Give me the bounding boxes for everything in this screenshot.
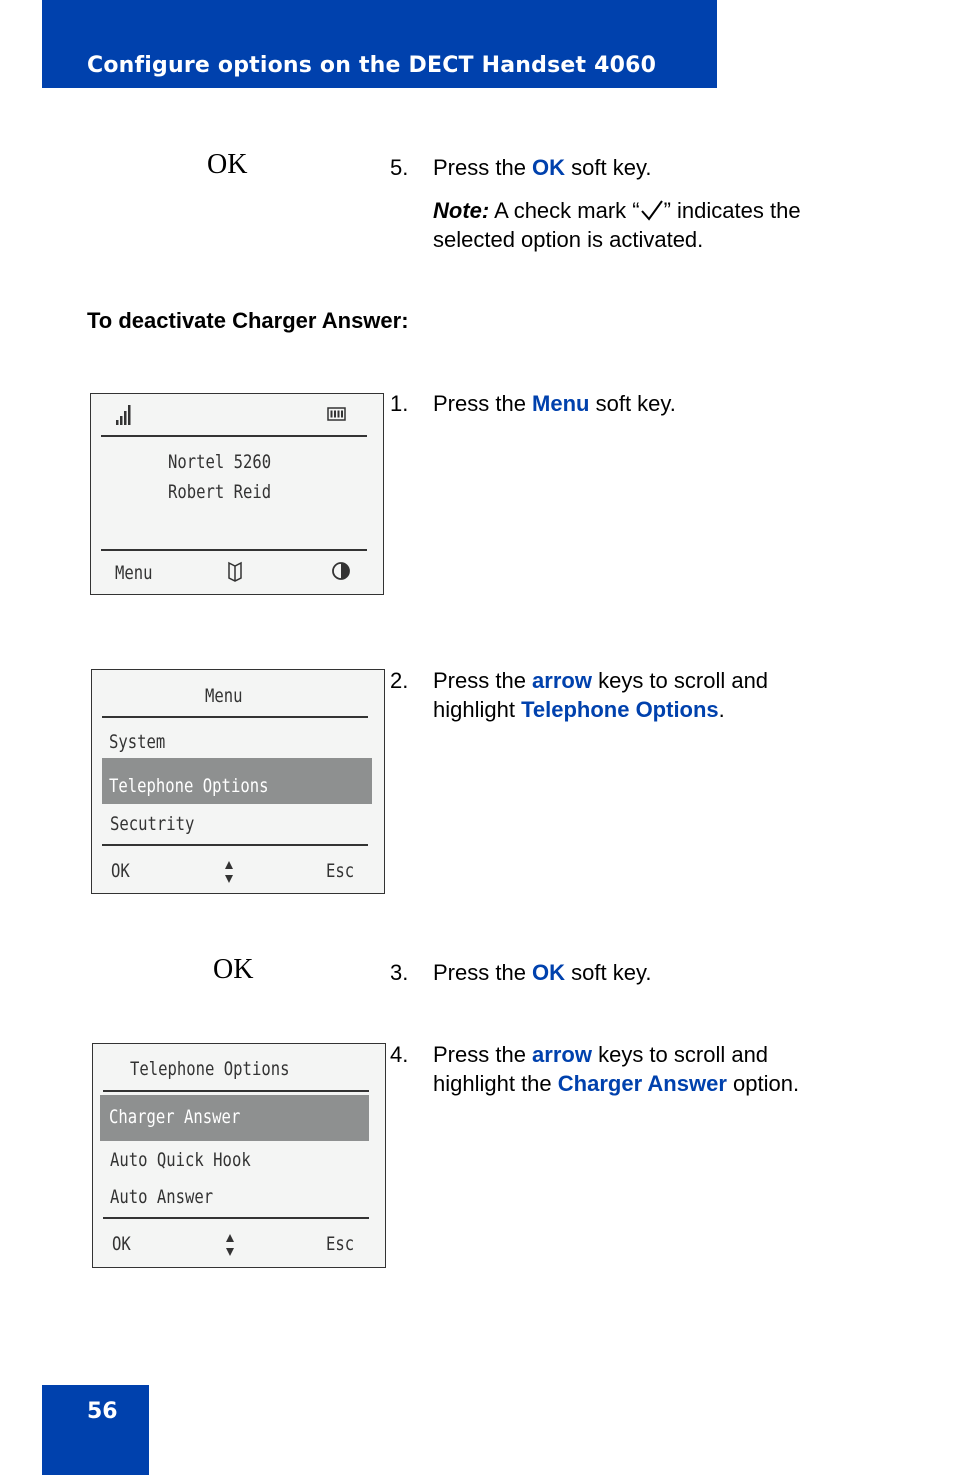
scroll-arrows-icon[interactable] [225,1233,235,1257]
handset-screen-menu [91,669,385,894]
section-heading: To deactivate Charger Answer: [87,308,409,333]
screen-divider-bottom [102,844,368,846]
menu-item-system[interactable]: System [109,731,166,753]
target-telephone-options: Telephone Options [521,697,719,722]
step-number: 1. [390,391,409,416]
phonebook-icon[interactable] [227,560,243,582]
key-name-arrow: arrow [532,668,592,693]
step-text-mid: keys to scroll and highlight the [433,1042,769,1096]
step-number: 4. [390,1042,409,1067]
softkey-ok[interactable]: OK [111,860,130,882]
step-text [433,1040,853,1098]
screen-title: Menu [205,685,243,707]
key-name-menu: Menu [532,391,590,416]
softkey-esc[interactable]: Esc [326,1233,355,1255]
step-text-pre: Press the [433,391,533,416]
step-text [433,958,853,987]
screen-divider-top [101,435,367,437]
step-text-pre: Press the [433,1042,533,1067]
menu-item-security[interactable]: Secutrity [110,813,195,835]
menu-item-label: Charger Answer [109,1106,241,1128]
screen-divider-bottom [103,1217,369,1219]
step-number: 5. [390,155,409,180]
screen-line-1: Nortel 5260 [168,451,272,473]
note-text-pre: A check mark “ [489,198,640,223]
handset-screen-idle [90,393,384,595]
battery-icon [327,406,347,422]
target-charger-answer: Charger Answer [557,1071,727,1096]
step-number: 2. [390,668,409,693]
handset-screen-telephone-options [92,1043,386,1268]
signal-strength-icon [115,404,133,426]
step-text-post: soft key. [565,960,652,985]
step-text-post: . [718,697,725,722]
menu-item-telephone-options-selected[interactable] [102,758,372,804]
screen-title: Telephone Options [130,1058,290,1080]
softkey-menu[interactable]: Menu [115,562,153,584]
screen-line-2: Robert Reid [168,481,272,503]
softkey-esc[interactable]: Esc [326,860,355,882]
menu-item-auto-quick-hook[interactable]: Auto Quick Hook [110,1149,251,1171]
screen-divider-bottom [101,549,367,551]
check-mark-icon [640,199,664,221]
key-name-ok: OK [532,155,566,180]
header-bar [42,0,717,88]
step-text-post: soft key. [565,155,652,180]
step-text-pre: Press the [433,668,533,693]
menu-item-charger-answer-selected[interactable] [100,1095,369,1141]
key-name-arrow: arrow [532,1042,592,1067]
softkey-ok[interactable]: OK [112,1233,131,1255]
step-text-pre: Press the [433,960,533,985]
scroll-arrows-icon[interactable] [224,860,234,884]
menu-item-label: Telephone Options [109,775,269,797]
step-text [433,153,853,182]
step-text-post: soft key. [589,391,676,416]
key-name-ok: OK [532,960,566,985]
screen-divider-top [103,1090,369,1092]
step-text-mid: keys to scroll and highlight [433,668,769,722]
step-number: 3. [390,960,409,985]
step-text [433,666,853,724]
note-label: Note: [433,198,490,223]
page-number: 56 [87,1399,118,1424]
step-text-pre: Press the [433,155,533,180]
page-header-title: Configure options on the DECT Handset 4060 [87,53,657,78]
contrast-icon[interactable] [331,560,351,582]
footer-bar [42,1385,149,1475]
screen-divider-top [102,716,368,718]
note-text-post: ” indicates the selected option is activated. [433,198,801,252]
ok-key-label: OK [213,954,254,985]
ok-key-label: OK [207,149,248,180]
step-text-post: option. [726,1071,800,1096]
note [433,196,863,254]
menu-item-auto-answer[interactable]: Auto Answer [110,1186,214,1208]
step-text [433,389,853,418]
